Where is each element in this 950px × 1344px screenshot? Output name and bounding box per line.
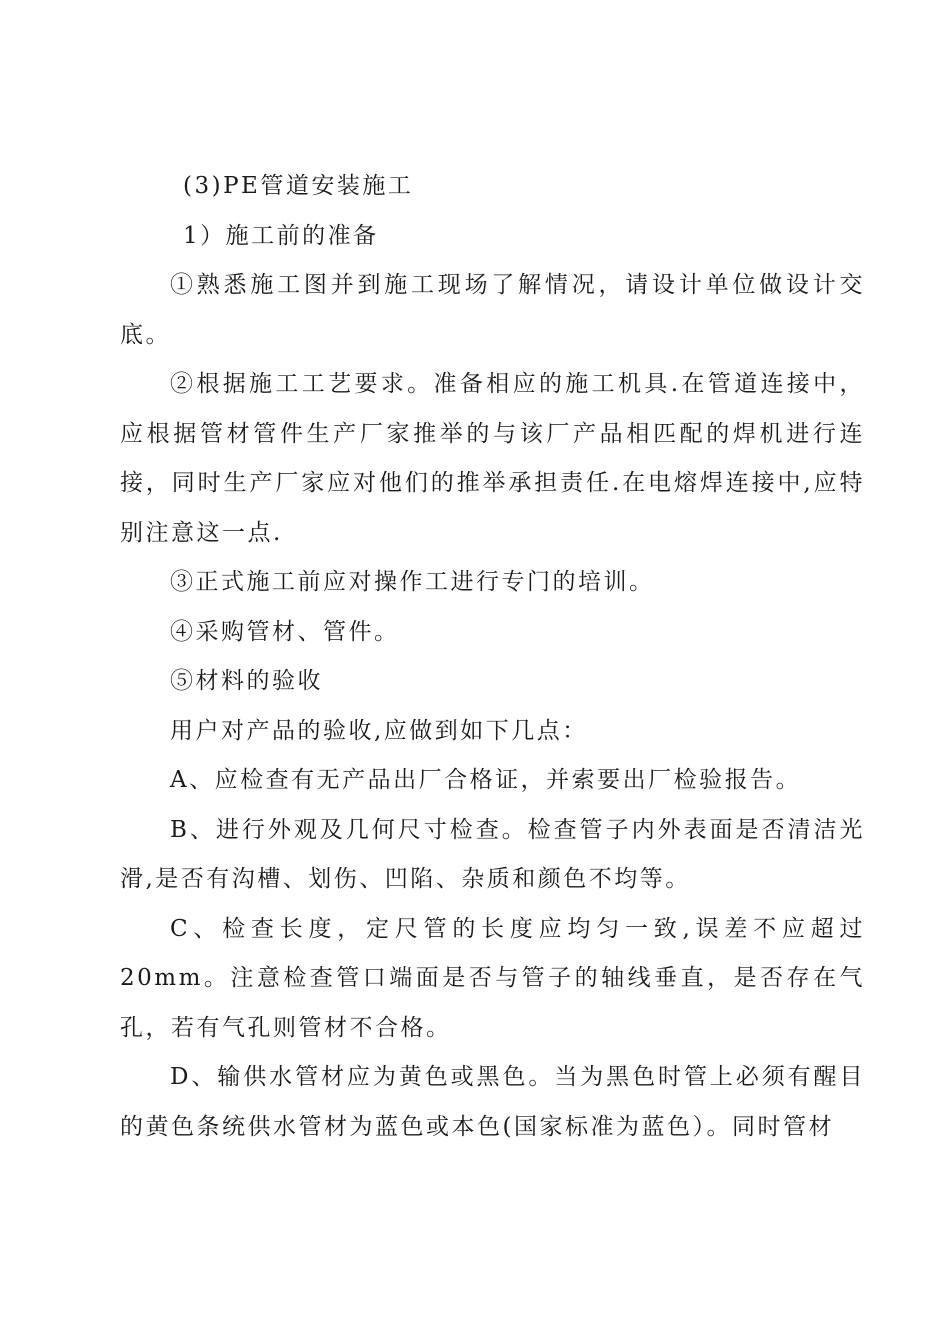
paragraph-item-1: ①熟悉施工图并到施工现场了解情况，请设计单位做设计交底。	[120, 272, 865, 348]
paragraph-item-5: ⑤材料的验收	[170, 668, 323, 694]
paragraph-item-2: ②根据施工工艺要求。准备相应的施工机具.在管道连接中，应根据管材管件生产厂家推举的与该厂产品相匹配的焊机进行连接，同时生产厂家应对他们的推举承担责任.在电熔焊连接中,应特别注意这一点.	[120, 371, 865, 546]
paragraph-check-c: C、检查长度，定尺管的长度应均匀一致,误差不应超过20mm。注意检查管口端面是否与管子的轴线垂直，是否存在气孔，若有气孔则管材不合格。	[120, 915, 865, 1041]
paragraph-acceptance-intro: 用户对产品的验收,应做到如下几点：	[170, 717, 588, 744]
paragraph-check-d: D、输供水管材应为黄色或黑色。当为黑色时管上必须有醒目的黄色条统供水管材为蓝色或本色(国家标准为蓝色）。同时管材	[120, 1064, 865, 1140]
paragraph-check-a: A、应检查有无产品出厂合格证，并索要出厂检验报告。	[170, 767, 802, 793]
document-body	[120, 162, 865, 1152]
paragraph-item-3: ③正式施工前应对操作工进行专门的培训。	[170, 569, 655, 595]
paragraph-item-4: ④采购管材、管件。	[170, 618, 400, 645]
subsection-heading: 1）施工前的准备	[183, 222, 379, 249]
section-heading: (3)PE管道安装施工	[183, 173, 414, 199]
paragraph-check-b: B、进行外观及几何尺寸检查。检查管子内外表面是否清洁光滑,是否有沟槽、划伤、凹陷、杂质和颜色不均等。	[120, 816, 865, 892]
